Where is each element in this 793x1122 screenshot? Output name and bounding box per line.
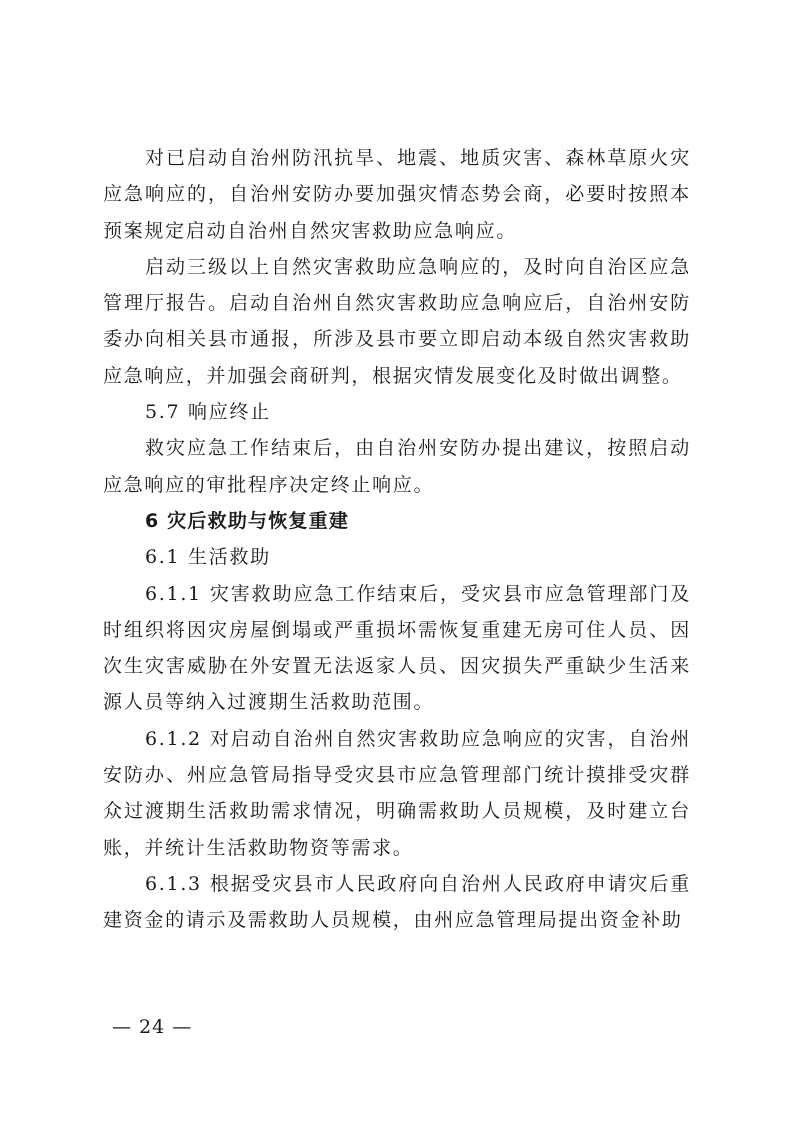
paragraph-6-1-1: 6.1.1 灾害救助应急工作结束后，受灾县市应急管理部门及时组织将因灾房屋倒塌或严重损坏需恢复重建无房可住人员、因次生灾害威胁在外安置无法返家人员、因灾损失严重缺少生活来源人员等纳入过渡期生活救助范围。 — [103, 582, 691, 714]
section-heading-6-1: 6.1 生活救助 — [145, 546, 271, 569]
paragraph-6-1-2: 6.1.2 对启动自治州自然灾害救助应急响应的灾害，自治州安防办、州应急管局指导受灾县市应急管理部门统计摸排受灾群众过渡期生活救助需求情况，明确需救助人员规模，及时建立台账，并统计生活救助物资等需求。 — [103, 727, 691, 859]
section-heading-5-7: 5.7 响应终止 — [145, 401, 271, 424]
paragraph-response-reporting: 启动三级以上自然灾害救助应急响应的，及时向自治区应急管理厅报告。启动自治州自然灾害救助应急响应后，自治州安防委办向相关县市通报，所涉及县市要立即启动本级自然灾害救助应急响应，并加强会商研判，根据灾情发展变化及时做出调整。 — [103, 255, 691, 387]
paragraph-response-coordination: 对已启动自治州防汛抗旱、地震、地质灾害、森林草原火灾应急响应的，自治州安防办要加强灾情态势会商，必要时按照本预案规定启动自治州自然灾害救助应急响应。 — [103, 147, 691, 242]
page-number: — 24 — — [112, 1016, 193, 1038]
paragraph-6-1-3: 6.1.3 根据受灾县市人民政府向自治州人民政府申请灾后重建资金的请示及需救助人员规模，由州应急管理局提出资金补助 — [103, 872, 691, 932]
document-body — [103, 140, 691, 939]
chapter-heading-6: 6 灾后救助与恢复重建 — [145, 509, 350, 532]
paragraph-response-termination: 救灾应急工作结束后，由自治州安防办提出建议，按照启动应急响应的审批程序决定终止响应。 — [103, 437, 691, 496]
